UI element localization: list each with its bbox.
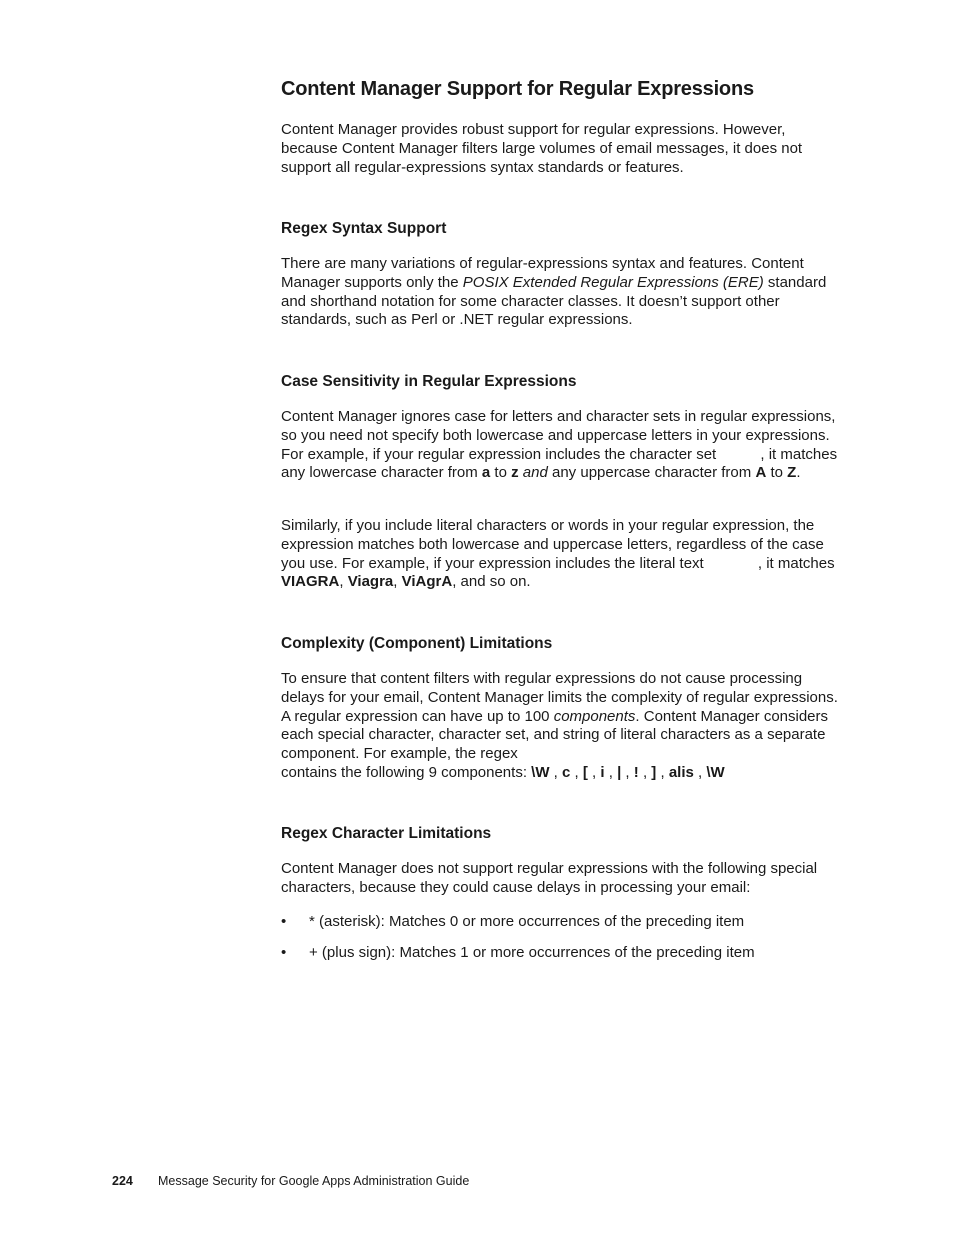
bold-letter: Z [787, 464, 797, 482]
text: , and so on. [452, 573, 531, 591]
regex-component: \W [531, 763, 550, 781]
bold-word: ViAgrA [401, 573, 453, 591]
component-separator: , [621, 763, 634, 781]
text: Similarly, if you include literal characters or words in your regular expression, the expression matches both lowercase and uppercase letters, regardless of the case you use. For example, if your expression includes the literal text [281, 517, 824, 572]
regex-component: c [562, 763, 571, 781]
text: , it matches [757, 554, 835, 572]
component-separator: , [570, 763, 583, 781]
text: to [490, 464, 512, 482]
text: There are many variations of regular-expressions syntax and features. Content Manager supports only the [281, 255, 804, 291]
regex-syntax-paragraph [281, 255, 846, 330]
footer-title: Message Security for Google Apps Administration Guide [158, 1174, 470, 1188]
complexity-heading: Complexity (Component) Limitations [281, 635, 553, 652]
bold-letter: a [481, 464, 491, 482]
regex-component: [ [582, 763, 588, 781]
text: To ensure that content filters with regular expressions do not cause processing delays for your email, Content Manager limits the complexity of regular expressions. A regular expression can have up to 100 [281, 670, 838, 725]
component-separator: , [656, 763, 669, 781]
components-list [531, 764, 725, 781]
component-separator: , [587, 763, 601, 781]
posix-ere-emphasis: POSIX Extended Regular Expressions (ERE) [462, 273, 764, 291]
text: , it matches any lowercase character from [281, 445, 838, 482]
bold-letter: z [511, 464, 519, 482]
regex-component: alis [668, 763, 694, 781]
page-title: Content Manager Support for Regular Expressions [281, 78, 754, 100]
regex-component: i [600, 763, 605, 781]
bullet-icon: • [281, 944, 287, 961]
text: any uppercase character from [547, 464, 756, 482]
list-item-text: + (plus sign): Matches 1 or more occurrences of the preceding item [309, 944, 755, 961]
regex-component: | [617, 763, 622, 781]
case-sensitivity-heading: Case Sensitivity in Regular Expressions [281, 373, 577, 390]
bold-word: Viagra [347, 573, 394, 591]
case-sensitivity-paragraph-1 [281, 408, 846, 483]
text: , [393, 573, 402, 591]
case-sensitivity-paragraph-2 [281, 517, 846, 592]
text: standard and shorthand notation for some character classes. It doesn’t support other standards, such as Perl or .NET regular expressions. [281, 273, 827, 329]
components-emphasis: components [553, 707, 636, 725]
bold-letter: A [755, 464, 767, 482]
text: . [796, 464, 801, 482]
page-number: 224 [112, 1174, 133, 1188]
text: . Content Manager considers each special character, character set, and string of literal characters as a separate component. For example, the regex [281, 707, 829, 763]
intro-paragraph: Content Manager provides robust support for regular expressions. However, because Content Manager filters large volumes of email messages, it does not support all regular-expressions syntax standards or features. [281, 121, 803, 176]
text: contains the following 9 components: [281, 763, 532, 781]
component-separator: , [549, 763, 562, 781]
component-separator: , [693, 763, 707, 781]
and-emphasis: and [522, 464, 548, 482]
component-separator: , [604, 763, 618, 781]
component-separator: , [638, 763, 652, 781]
text: to [766, 464, 788, 482]
bullet-icon: • [281, 913, 287, 930]
text: , [339, 573, 348, 591]
regex-syntax-heading: Regex Syntax Support [281, 220, 447, 237]
regex-character-limitations-paragraph: Content Manager does not support regular expressions with the following special characters, because they could cause delays in processing your email: [281, 860, 818, 896]
regex-character-limitations-heading: Regex Character Limitations [281, 825, 492, 842]
bold-word: VIAGRA [281, 573, 340, 591]
page-footer [112, 1174, 469, 1188]
text: Content Manager ignores case for letters and character sets in regular expressions, so you need not specify both lowercase and uppercase letters in your expressions. For example, if your regular expression includes the character set [281, 408, 836, 463]
list-item-text: * (asterisk): Matches 0 or more occurrences of the preceding item [309, 913, 745, 930]
complexity-paragraph [281, 670, 846, 783]
regex-component: \W [706, 763, 725, 781]
regex-component: ! [633, 763, 639, 781]
regex-component: ] [651, 763, 657, 781]
